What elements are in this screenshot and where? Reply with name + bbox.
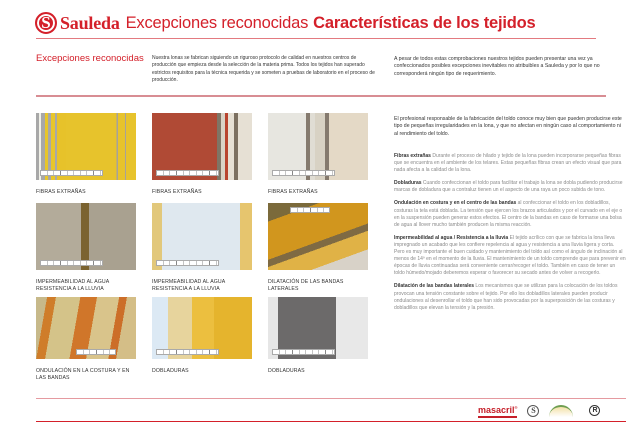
page-title-light: Excepciones reconocidas — [125, 13, 309, 32]
sauleda-logo-icon: S — [35, 12, 57, 34]
note-title: Dobladuras — [394, 180, 422, 187]
gallery-tile — [268, 113, 368, 196]
ruler-icon — [40, 170, 103, 176]
tile-caption: IMPERMEABILIDAD AL AGUA RESISTENCIA A LA LLUVIA — [36, 279, 110, 293]
ruler-icon — [40, 260, 103, 266]
section-divider-left — [36, 95, 370, 97]
fabric-image-darkgrey — [268, 297, 368, 359]
note-dobladuras — [394, 180, 626, 194]
page-title-bold: Características de los tejidos — [313, 13, 536, 32]
footer-divider-bottom — [36, 421, 626, 422]
note-fibras — [394, 153, 626, 174]
ruler-icon — [156, 170, 219, 176]
masacril-text: masacril — [478, 405, 515, 415]
gallery-tile — [152, 203, 252, 293]
lead-paragraph: El profesional responsable de la fabricación del toldo conoce muy bien que pueden producirse este tipo de pequeñas irregularidades en la lona, y que no afectan en ningún caso al comportamiento ni al rendimiento del toldo. — [394, 116, 622, 137]
ruler-icon — [272, 349, 335, 355]
ruler-icon — [290, 207, 330, 213]
header-divider — [36, 38, 596, 39]
ruler-icon — [76, 349, 116, 355]
gallery-tile — [152, 113, 252, 196]
gallery-tile — [152, 297, 252, 375]
fabric-image-red — [152, 113, 252, 180]
tile-caption: FIBRAS EXTRAÑAS — [152, 189, 202, 195]
ruler-icon — [156, 260, 219, 266]
tile-caption: ONDULACIÓN EN LA COSTURA Y EN LAS BANDAS — [36, 368, 130, 382]
fabric-image-lightblue — [152, 203, 252, 270]
footer-logos — [478, 402, 600, 419]
ruler-icon — [272, 170, 335, 176]
fabric-image-beige — [268, 113, 368, 180]
fabric-image-orange — [36, 297, 136, 359]
registered-seal-icon: R — [589, 405, 600, 416]
section-title: Excepciones reconocidas — [36, 53, 144, 64]
note-dilatacion — [394, 283, 626, 311]
footer-divider-top — [36, 398, 626, 399]
note-text: Los mecanismos que se utilizan para la colocación de los toldos provocan una tensión constante sobre el tejido. Por ello los dobladillos laterales pueden producir ondulaciones al desenrollar el toldo que han sido provocadas por la superposición de las costuras y dobladillos que elevan la tensión y la presión. — [394, 283, 618, 311]
brand-name: Sauleda — [60, 12, 120, 33]
fabric-image-grey — [36, 203, 136, 270]
note-title: Fibras extrañas — [394, 153, 431, 159]
note-text: al confeccionar el toldo en los dobladillos, costuras la tela está doblada. La tensión que ejercen los brazos articulados y por el curvado en el eje o en la suspensión pueden generar estos efectos. El centro de la bandas en caso de formarse una bolsa de agua al llover mucho también producen la misma reacción. — [394, 200, 623, 228]
gallery-tile — [268, 203, 368, 293]
exceptions-list — [394, 153, 626, 318]
intro-paragraph-right: A pesar de todos estas comprobaciones nuestros tejidos pueden presentar una vez ya confeccionados posibles excepciones inevitables no atribuibles a Sauleda y por lo que no corresponderá ningún tipo de requerimiento. — [394, 56, 600, 77]
tile-caption: DOBLADURAS — [152, 368, 189, 374]
tile-caption: FIBRAS EXTRAÑAS — [268, 189, 318, 195]
gallery-tile — [36, 113, 136, 196]
tile-caption: DILATACIÓN DE LAS BANDAS LATERALES — [268, 279, 344, 293]
note-text: El tejido acrílico con que se fabrica la lona lleva impregnado un acabado que les confiere repelencia al agua y resistencia a una lluvia ligera y corta. Pero es muy importante el buen cuidado y mantenimiento del toldo así como el ángulo de inclinación al menos de 14º en el momento de la lluvia. El mantenimiento de un toldo comprende que para prevenir en épocas de lluvia continuadas será conveniente cerrar/recoger el toldo. También en caso de tener un toldo húmedo/mojado deberemos esperar o favorecer su secado antes de volver a recogerlo. — [394, 234, 626, 277]
note-ondulacion — [394, 200, 626, 228]
eco-label-icon — [549, 405, 573, 417]
section-divider-right — [370, 95, 606, 97]
masacril-logo — [478, 403, 517, 418]
note-text: Durante el proceso de hilado y tejido de la lona pueden incorporarse pequeñas fibras que se encuentra en el ambiente de los telares. Estas pequeñas fibras crean un efecto visual que para nada afecta a la calidad de la lona. — [394, 153, 622, 174]
awning-image — [268, 203, 368, 270]
note-title: Impermeabilidad al agua / Resistencia a la lluvia — [394, 234, 509, 241]
gallery-tile — [268, 297, 368, 375]
intro-paragraph-left: Nuestra lonas se fabrican siguiendo un riguroso protocolo de calidad en nuestros centros de producción que empieza desde la selección de la materia prima. Todos los tejidos han superado estrictos requisitos para la técnica requerida y se someten a pruebas de laboratorio en el proceso de producción. — [152, 55, 375, 83]
tile-caption: FIBRAS EXTRAÑAS — [36, 189, 86, 195]
note-text: Cuando confeccionan el toldo para facilitar el trabajo la lona se dobla pudiendo producirse marcas de dobladura que a contraluz tienen un el aspecto de una raya un poco subida de tono. — [394, 180, 623, 194]
tile-caption: DOBLADURAS — [268, 368, 305, 374]
tile-caption: IMPERMEABILIDAD AL AGUA RESISTENCIA A LA LLUVIA — [152, 279, 226, 293]
ruler-icon — [156, 349, 219, 355]
sauleda-seal-icon: S — [527, 405, 539, 417]
fabric-image-yellow-fold — [152, 297, 252, 359]
gallery-tile — [36, 297, 136, 382]
gallery-tile — [36, 203, 136, 293]
page-header — [35, 10, 536, 36]
note-title: Dilatación de las bandas laterales — [394, 283, 475, 290]
note-impermeabilidad — [394, 235, 626, 278]
fabric-image-yellow — [36, 113, 136, 180]
registered-mark: ® — [514, 405, 518, 410]
note-title: Ondulación en costura y en el centro de las bandas — [394, 200, 517, 207]
